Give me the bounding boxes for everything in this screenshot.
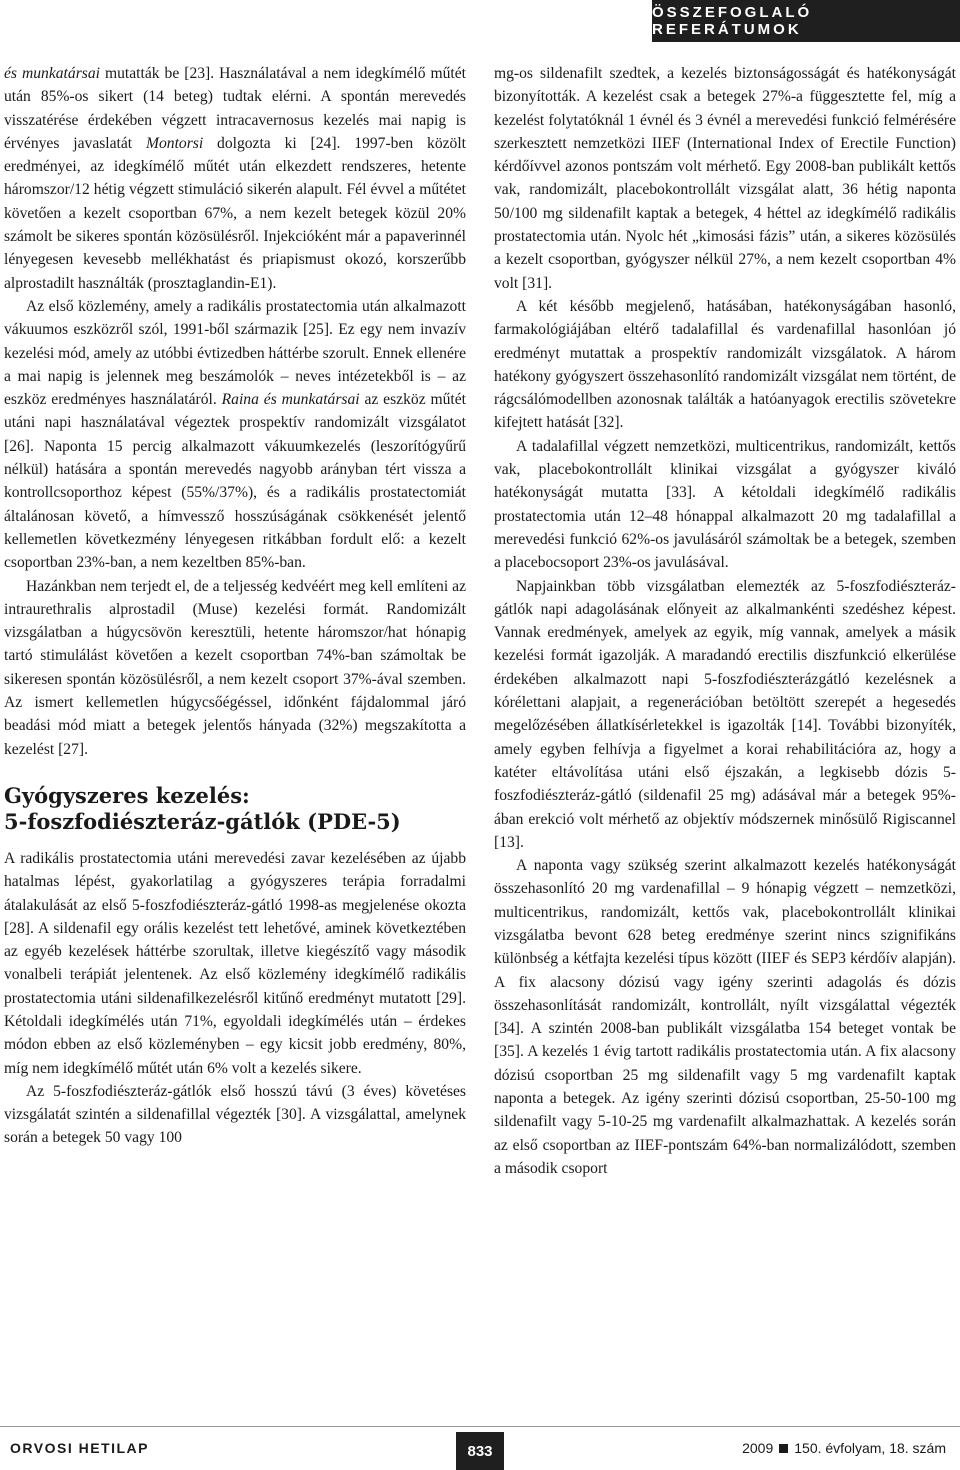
- page-footer: [0, 1432, 960, 1470]
- page-header: [0, 0, 960, 46]
- volume-issue: 150. évfolyam, 18. szám: [794, 1440, 946, 1456]
- section-heading-line-2: 5-foszfodiészteráz-gátlók (PDE-5): [4, 808, 401, 834]
- paragraph: A radikális prostatectomia utáni merevedési zavar kezelésében az újabb hatalmas lépést, gyakorlatilag a gyógyszeres terápia forradalmi átalakulását az első 5-foszfodiészteráz-gátló 1998-as megjelenése okozta [28]. A sildenafil egy orális kezelést tett lehetővé, aminek következtében az egyéb kezelések háttérbe szorultak, illetve kiegészítő vagy második vonalbeli terápiát jelentenek. Az első közlemény idegkímélő radikális prostatectomia utáni sildenafilkezelésről kitűnő eredményt mutatott [29]. Kétoldali idegkímélés után 71%, egyoldali idegkímélés után – érdekes módon ebben az első közleményben – egy kicsit jobb eredmény, 80%, míg nem idegkímélő műtét után 6% volt a kezelés sikere.: [4, 849, 466, 1077]
- section-label: ÖSSZEFOGLALÓ REFERÁTUMOK: [652, 0, 960, 42]
- right-column: [494, 62, 956, 1180]
- paragraph: Az első közlemény, amely a radikális prostatectomia után alkalmazott vákuumos eszközről szól, 1991-ből származik [25]. Ez egy nem invazív kezelési mód, amely az utóbbi évtizedben háttérbe szorult. Ennek ellenére a mai napig is jelennek meg beszámolók – neves intézetekből is – az eszköz eredményes használatáról. Raina és munkatársai az eszköz műtét utáni napi használatával végeztek prospektív randomizált vizsgálatot [26]. Naponta 15 percig alkalmazott vákuumkezelés (leszorítógyűrű nélkül) hatására a spontán merevedés nagyobb arányban tért vissza a kontrollcsoporthoz képest (55%/37%), és a radikális prostatectomiát általánosan követő, a hímvessző hosszúságának csökkenését jelentő kellemetlen következmény lényegesen ritkábban fordult elő: a kezelt csoportban 23%-ban, a nem kezeltben 85%-ban.: [4, 297, 466, 572]
- paragraph: és munkatársai mutatták be [23]. Használatával a nem idegkímélő műtét után 85%-os sikert (14 beteg) tudtak elérni. A spontán merevedés visszatérése érdekében végzett intracavernosus kezelés mai napig is érvényes javaslatát Montorsi dolgozta ki [24]. 1997-ben közölt eredményei, az idegkímélő műtét után elkezdett rendszeres, hetente háromszor/12 hétig végzett stimuláció sikerén alapult. Fél évvel a műtétet követően a kezelt csoportban 67%, a nem kezelt betegek közül 20% számolt be sikeres spontán közösülésről. Injekcióként már a papaverinnél lényegesen kevesebb mellékhatást és priapismust okozó, korszerűbb alprostadilt használták (prosztaglandin-E1).: [4, 65, 467, 292]
- journal-name: ORVOSI HETILAP: [10, 1440, 149, 1456]
- paragraph: mg-os sildenafilt szedtek, a kezelés biztonságosságát és hatékonyságát bizonyították. A kezelést csak a betegek 27%-a függesztette fel, míg a kezelést folytatóknál 1 évnél és 3 évnél a merevedési funkció felmérésére szerkesztett nemzetközi IIEF (International Index of Erectile Function) kérdőívvel azonos pontszám volt mérhető. Egy 2008-ban publikált kettős vak, randomizált, placebokontrollált vizsgálat alatt, 36 hétig naponta 50/100 mg sildenafilt kaptak a betegek, 4 héttel az idegkímélő radikális prostatectomia után. Nyolc hét „kimosási fázis” után, a sikeres közösülés a kezelt csoportban, gyógyszer nélkül 27%, a nem kezelt csoportban 4% volt [31].: [494, 65, 956, 292]
- section-heading-line-1: Gyógyszeres kezelés:: [4, 782, 250, 808]
- paragraph: A naponta vagy szükség szerint alkalmazott kezelés hatékonyságát összehasonlító 20 mg vardenafillal – 9 hónapig végzett – nemzetközi, multicentrikus, randomizált, kettős vak, placebokontrollált klinikai vizsgálatba bevont 628 beteg eredménye szerint nincs szignifikáns különbség a kétfajta kezelési típus között (IIEF és SEP3 kérdőív alapján). A fix alacsony dózisú vagy igény szerinti adagolás és dózis összehasonlítását randomizált, kontrollált, nyílt vizsgálattal végezték [34]. A szintén 2008-ban publikált vizsgálatba 154 beteget vontak be [35]. A kezelés 1 évig tartott radikális prostatectomia után. A fix alacsony dózisú csoportban 25 mg sildenafilt vagy 5 mg vardenafilt kaptak naponta a betegek. Az igény szerinti dózisú csoportban, 25-50-100 mg sildenafilt vagy 5-10-25 mg vardenafilt alkalmazhattak. A kezelés során az első csoportban az IIEF-pontszám 64%-ban normalizálódott, szemben a második csoport: [494, 857, 956, 1177]
- paragraph: Napjainkban több vizsgálatban elemezték az 5-foszfodiészteráz-gátlók napi adagolásának előnyeit az alkalmankénti szedéshez képest. Vannak eredmények, amelyek az egyik, míg vannak, amelyek a másik kezelési formát igazolják. A maradandó erectilis diszfunkció elkerülése érdekében alkalmazott napi 5-foszfodiészterázgátló kezelésnek a kórélettani alapjait, a regenerációban betöltött szerepét a hegesedés megelőzésében állatkísérletekkel is igazolták [14]. További bizonyíték, amely egyben felhívja a figyelmet a korai rehabilitációra az, hogy a katéter eltávolítása utáni első éjszakán, a legkisebb dózis 5-foszfodiészteráz-gátló (sildenafil 25 mg) adásával már a betegek 95%-ában erekció volt mérhető az objektív módszernek minősülő Rigiscannel [13].: [494, 577, 956, 851]
- square-bullet-icon: [779, 1444, 788, 1453]
- section-heading: [4, 783, 466, 835]
- paragraph: A két később megjelenő, hatásában, hatékonyságában hasonló, farmakológiájában eltérő tadalafillal és vardenafillal hasonlóan jó eredményt mutattak a prospektív randomizált vizsgálatok. A három hatékony gyógyszert összehasonlító randomizált vizsgálat nem történt, de rágcsálómodellben azonosnak találták a hatóanyagok erectilis szövetekre kifejtett hatását [32].: [494, 297, 956, 432]
- left-column: [4, 62, 466, 1150]
- issue-info: [742, 1440, 946, 1456]
- footer-divider: [0, 1426, 960, 1427]
- paragraph: Hazánkban nem terjedt el, de a teljesség kedvéért meg kell említeni az intraurethralis alprostadil (Muse) kezelési formát. Randomizált vizsgálatban a húgycsövön keresztüli, hetente háromszor/hat hónapig tartó stimulálást követően a kezelt csoportban 74%-ban számoltak be sikeresen spontán közösülésről, a nem kezelt csoport 37%-ával szemben. Az ismert kellemetlen húgycsőégéssel, időnként fájdalommal járó beadási mód miatt a betegek jelentős hányada (32%) megszakította a kezelést [27].: [4, 577, 466, 758]
- paragraph: A tadalafillal végzett nemzetközi, multicentrikus, randomizált, kettős vak, placebokontrollált klinikai vizsgálat a gyógyszer kiváló hatékonyságát mutatta [33]. A kétoldali idegkímélő radikális prostatectomia után 12–48 hónappal alkalmazott 20 mg tadalafillal a merevedési funkció 62%-os javulásáról számoltak be a betegek, szemben a placebocsoport 23%-os javulásával.: [494, 437, 956, 572]
- year: 2009: [742, 1440, 774, 1456]
- paragraph: Az 5-foszfodiészteráz-gátlók első hosszú távú (3 éves) követéses vizsgálatát szintén a sildenafillal végezték [30]. A vizsgálattal, amelynek során a betegek 50 vagy 100: [4, 1082, 466, 1147]
- page-number: 833: [456, 1432, 504, 1470]
